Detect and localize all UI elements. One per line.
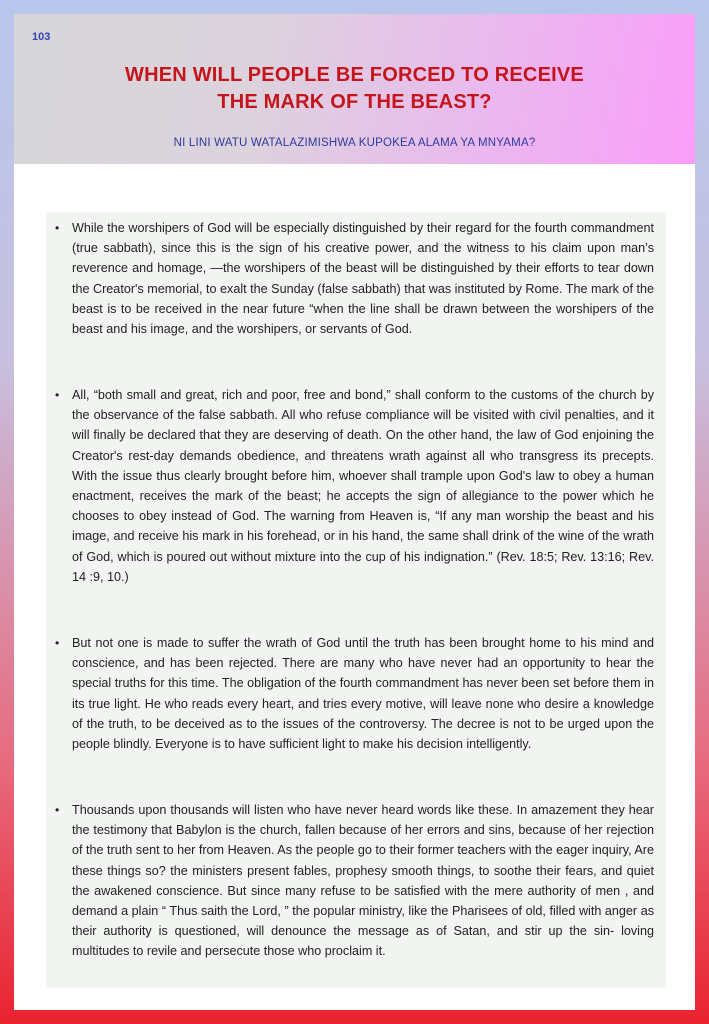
paragraph-2-text: All, “both small and great, rich and poor, free and bond,” shall conform to the customs of the church by the observance of the false sabbath. All who refuse compliance will be visited with civil penalties, and it will finally be declared that they are deserving of death. On the other hand, the law of God enjoining the Creator's rest-day demands obedience, and threatens wrath against all who transgress its precepts. With the issue thus clearly brought before him, whoever shall trample upon God's law to obey a human enactment, receives the mark of the beast; he accepts the sign of allegiance to the power which he chooses to obey instead of God. The warning from Heaven is, “If any man worship the beast and his image, and receive his mark in his forehead, or in his hand, the same shall drink of the wine of the wrath of God, which is poured out without mixture into the cup of his indignation.” (Rev. 18:5; Rev. 13:16; Rev. 14 :9, 10.)	[72, 388, 654, 584]
paragraph-4-text: Thousands upon thousands will listen who have never heard words like these. In amazement they hear the testimony that Babylon is the church, fallen because of her errors and sins, because of her rejection of the truth sent to her from Heaven. As the people go to their former teachers with the eager inquiry, Are these things so? the ministers present fables, prophesy smooth things, to soothe their fears, and quiet the awakened conscience. But since many refuse to be satisfied with the mere authority of men , and demand a plain “ Thus saith the Lord, ” the popular ministry, like the Pharisees of old, filled with anger as their authority is questioned, will denounce the message as of Satan, and stir up the sin- loving multitudes to revile and persecute those who proclaim it.	[72, 803, 654, 959]
bullet-2: •	[55, 388, 60, 402]
paragraph-4	[55, 800, 654, 962]
page-frame	[14, 14, 695, 1010]
bullet-3: •	[55, 636, 60, 650]
title-line-2: THE MARK OF THE BEAST?	[217, 91, 492, 113]
paragraph-2	[55, 385, 654, 587]
page-subtitle: NI LINI WATU WATALAZIMISHWA KUPOKEA ALAMA YA MNYAMA?	[173, 137, 536, 149]
page-title	[14, 62, 695, 116]
bullet-4: •	[55, 803, 60, 817]
page-number: 103	[32, 31, 51, 43]
paragraph-3	[55, 633, 654, 754]
paragraph-1	[55, 218, 654, 339]
bullet-1: •	[55, 221, 60, 235]
title-line-1: WHEN WILL PEOPLE BE FORCED TO RECEIVE	[125, 64, 584, 86]
header-banner	[14, 14, 695, 164]
paragraph-1-text: While the worshipers of God will be especially distinguished by their regard for the fourth commandment (true sabbath), since this is the sign of his creative power, and the witness to his claim upon man’s reverence and homage, —the worshipers of the beast will be distinguished by their efforts to tear down the Creator's memorial, to exalt the Sunday (false sabbath) that was instituted by Rome. The mark of the beast is to be received in the near future “when the line shall be drawn between the worshipers of the beast and his image, and the worshipers, or servants of God.	[72, 221, 654, 337]
content-box	[46, 212, 666, 988]
paragraph-3-text: But not one is made to suffer the wrath of God until the truth has been brought home to his mind and conscience, and has been rejected. There are many who have never had an opportunity to hear the special truths for this time. The obligation of the fourth commandment has never been set before them in its true light. He who reads every heart, and tries every motive, will leave none who desire a knowledge of the truth, to be deceived as to the issues of the controversy. The decree is not to be urged upon the people blindly. Everyone is to have sufficient light to make his decision intelligently.	[72, 636, 654, 752]
